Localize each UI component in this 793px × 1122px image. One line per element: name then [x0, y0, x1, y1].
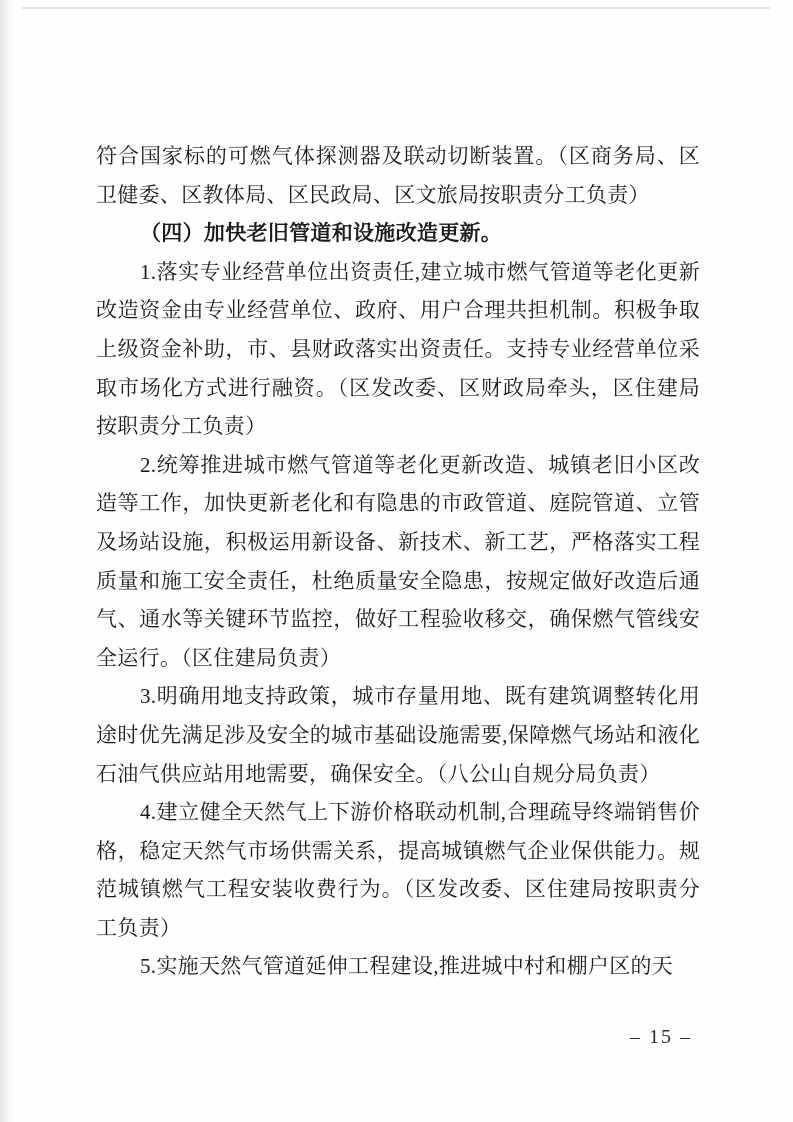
page-number: – 15 – — [630, 1026, 692, 1048]
list-item-4: 4.建立健全天然气上下游价格联动机制,合理疏导终端销售价格，稳定天然气市场供需关系，提高城镇燃气企业保供能力。规范城镇燃气工程安装收费行为。（区发改委、区住建局按职责分工负责） — [96, 800, 700, 940]
paragraph-continuation: 符合国家标的可燃气体探测器及联动切断装置。（区商务局、区卫健委、区教体局、区民政局、区文旅局按职责分工负责） — [96, 144, 700, 207]
document-body — [96, 137, 700, 986]
list-item-2: 2.统筹推进城市燃气管道等老化更新改造、城镇老旧小区改造等工作，加快更新老化和有隐患的市政管道、庭院管道、立管及场站设施，积极运用新设备、新技术、新工艺，严格落实工程质量和施工安全责任，杜绝质量安全隐患，按规定做好改造后通气、通水等关键环节监控，做好工程验收移交，确保燃气管线安全运行。（区住建局负责） — [96, 452, 700, 670]
list-item-3: 3.明确用地支持政策，城市存量用地、既有建筑调整转化用途时优先满足涉及安全的城市基础设施需要,保障燃气场站和液化石油气供应站用地需要，确保安全。（八公山自规分局负责） — [96, 684, 700, 786]
list-item-1: 1.落实专业经营单位出资责任,建立城市燃气管道等老化更新改造资金由专业经营单位、政府、用户合理共担机制。积极争取上级资金补助，市、县财政落实出资责任。支持专业经营单位采取市场化方式进行融资。（区发改委、区财政局牵头，区住建局按职责分工负责） — [96, 259, 700, 439]
scan-artifact-top-line — [22, 7, 770, 9]
section-heading: （四）加快老旧管道和设施改造更新。 — [140, 221, 503, 246]
scan-artifact-left-edge — [0, 0, 14, 1122]
list-item-5: 5.实施天然气管道延伸工程建设,推进城中村和棚户区的天 — [140, 954, 674, 979]
